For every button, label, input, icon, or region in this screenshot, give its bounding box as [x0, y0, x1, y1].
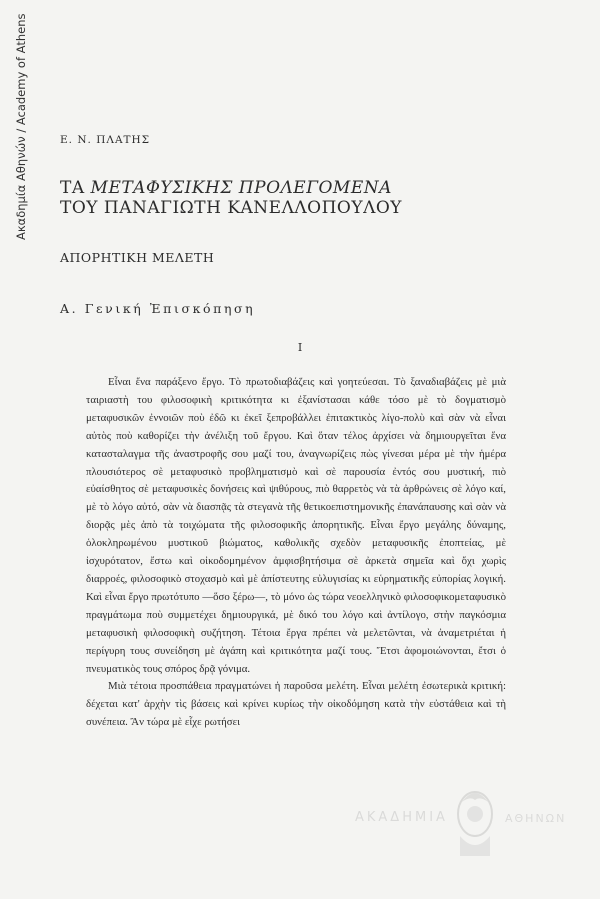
- paragraph-2: Μιὰ τέτοια προσπάθεια πραγματώνει ἡ παροῦσα μελέτη. Εἶναι μελέτη ἐσωτερικὰ κριτική: δέχεται κατ' ἀρχὴν τὶς βάσεις καὶ κρίνει κυρίως τὴν οἰκοδόμηση κατὰ τὴν εὐστάθεια καὶ τὴ συνέπεια. Ἂν τώρα μὲ εἶχε ρωτήσει: [86, 680, 506, 729]
- paragraph-1: Εἶναι ἕνα παράξενο ἔργο. Τὸ πρωτοδιαβάζεις καὶ γοητεύεσαι. Τὸ ξαναδιαβάζεις μὲ μιὰ ταιριαστὴ του φιλοσοφικὴ κριτικότητα κι ἐξανίστασαι κάθε τόσο μὲ τὸ δογματισμὸ μεταφυσικῶν ἐννοιῶν ποὺ ἐδῶ κι ἐκεῖ ξεπροβάλλει ἐπιτακτικὸς λίγο-πολὺ καὶ σὰν νὰ εἶναι αὐτὸς ποὺ καθορίζει τὴν ἀνέλιξη τοῦ ἔργου. Καὶ ὅταν τέλος ἀρχίσει νὰ δημιουργεῖται ἕνα κατασταλαγμα τῆς ἀναστροφῆς σου μαζί του, ἀναγνωρίζεις πὼς γίνεσαι μέρα μὲ τὴν ἡμέρα πλουσιότερος σὲ μεταφυσικὸ προβληματισμὸ καὶ σὲ παρουσία ἐντός σου μυστική, πιὸ εὐαίσθητος σὲ μεταφυσικὲς δονήσεις καὶ ψιθύρους, πιὸ θαρρετὸς νὰ τὰ ἀρθρώνεις σὲ λόγο καί, μὲ τὸ λόγο αὐτό, σὰν νὰ διασπᾷς τὰ στεγανὰ τῆς θετικοεπιστημονικῆς ἐπανάπαυσης καὶ σὰν νὰ διορᾷς μὲς ἀπὸ τὰ τοιχώματα τῆς φιλοσοφικῆς ἀπορητικῆς. Εἶναι ἔργο μεγάλης δύναμης, ὁλοκληρωμένου μυστικοῦ βιώματος, καθολικῆς σχεδὸν μεταφυσικῆς ἐποπτείας, μὲ ἰσχυρότατον, ἔστω καὶ οἰκοδομημένον ἀμφισβητήσιμα σὲ ἀρκετὰ σημεῖα καὶ ὄχι χωρὶς διαρροές, φιλοσοφικὸ στοχασμὸ καὶ μὲ ἀπίστευτης εὐλυγισίας κι εὑρηματικῆς εὐπορίας λογική. Καὶ εἶναι ἔργο πρωτότυπο —ὅσο ξέρω—, τὸ μόνο ὡς τώρα νεοελληνικὸ φιλοσοφικομεταφυσικὸ πραγμάτωμα ποὺ συμμετέχει δημιουργικά, μὲ δικό του λόγο καὶ ἀντίλογο, στὴν παγκόσμια μεταφυσικὴ φιλοσοφικὴ συζήτηση. Τέτοια ἔργα πρέπει νὰ μελετῶνται, νὰ ἀναμετριέται ἡ περίγυρη τους συνείδηση μὲ ἀγάπη καὶ κριτικότητα μαζί τους. Ἔτσι ἀφομοιώνονται, ἔτσι ὁ πνευματικὸς τους σπόρος δρᾷ γόνιμα.: [86, 376, 506, 675]
- title-line-2: ΤΟΥ ΠΑΝΑΓΙΩΤΗ ΚΑΝΕΛΛΟΠΟΥΛΟΥ: [60, 198, 403, 218]
- title-prefix: ΤΑ: [60, 178, 91, 198]
- section-heading: Α. Γενική Ἐπισκόπηση: [60, 301, 256, 316]
- title-italic: ΜΕΤΑΦΥΣΙΚΗΣ ΠΡΟΛΕΓΟΜΕΝΑ: [90, 178, 392, 198]
- subtitle: ΑΠΟΡΗΤΙΚΗ ΜΕΛΕΤΗ: [60, 250, 215, 265]
- title-line-1: [60, 178, 402, 198]
- side-label: Ακαδημία Αθηνών / Academy of Athens: [14, 13, 28, 240]
- article-title: [60, 178, 402, 218]
- author-name: Ε. Ν. ΠΛΑΤΗΣ: [60, 134, 151, 146]
- athena-seal-icon: [450, 784, 500, 864]
- watermark-left-text: ΑΚΑΔΗΜΙΑ: [355, 810, 448, 825]
- watermark-right-text: ΑΘΗΝΩΝ: [505, 812, 567, 825]
- academy-watermark: [355, 770, 575, 880]
- body-text: [86, 374, 506, 732]
- section-number: Ι: [297, 341, 303, 354]
